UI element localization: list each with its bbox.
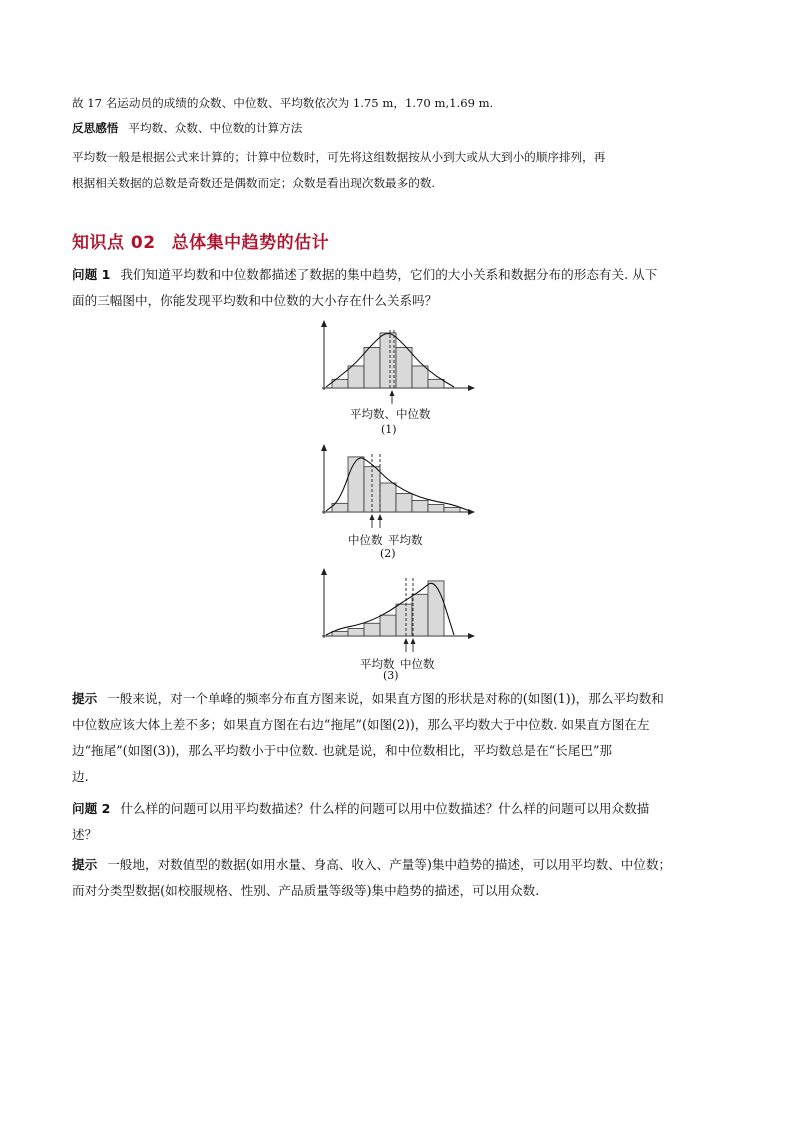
x-axis-arrow <box>468 509 475 515</box>
question-1-line-1: 问题 1 我们知道平均数和中位数都描述了数据的集中趋势，它们的大小关系和数据分布的形态有关. 从下 <box>72 267 658 282</box>
histogram-bar <box>380 483 396 512</box>
reflect-line <box>72 117 722 139</box>
figure-2-caption-median: 中位数 <box>348 533 383 547</box>
histogram-bar <box>412 500 428 512</box>
figure-2-number: (2) <box>380 547 396 560</box>
hint-1-line-3: 边“拖尾”(如图(3))，那么平均数小于中位数. 也就是说，和中位数相比，平均数总是在“长尾巴”那 <box>72 743 612 758</box>
hint-2-label: 提示 <box>72 857 98 872</box>
pointer-arrow <box>370 514 375 520</box>
histogram-bar <box>412 594 428 636</box>
hint-2-line-2: 而对分类型数据(如校服规格、性别、产品质量等级等)集中趋势的描述，可以用众数. <box>72 883 540 898</box>
reflect-body-1: 平均数一般是根据公式来计算的；计算中位数时，可先将这组数据按从小到大或从大到小的顺序排列，再 <box>72 150 606 164</box>
histogram-bar <box>364 623 380 636</box>
question-1-line-2: 面的三幅图中，你能发现平均数和中位数的大小存在什么关系吗？ <box>72 293 438 308</box>
result-line: 故 17 名运动员的成绩的众数、中位数、平均数依次为 1.75 m，1.70 m,1.69 m. <box>72 96 494 110</box>
reflect-text: 平均数、众数、中位数的计算方法 <box>128 121 303 135</box>
histogram-1 <box>310 322 480 394</box>
hint-1-line-4: 边. <box>72 769 89 784</box>
figure-1 <box>310 322 480 436</box>
section-label: 知识点 02 <box>72 233 156 253</box>
question-2-label: 问题 2 <box>72 801 111 816</box>
histogram-bar <box>412 366 428 388</box>
figure-3-caption-median: 中位数 <box>400 657 435 671</box>
pointer-arrow <box>404 638 409 644</box>
histogram-bar <box>396 347 412 388</box>
hint-1-line-2: 中位数应该大体上差不多；如果直方图在右边“拖尾”(如图(2))，那么平均数大于中位数. 如果直方图在左 <box>72 717 650 732</box>
figure-1-caption: 平均数、中位数 <box>350 407 431 421</box>
hint-1-label: 提示 <box>72 691 98 706</box>
histogram-bar <box>364 347 380 388</box>
hint-2-line-1: 提示 一般地，对数值型的数据(如用水量、身高、收入、产量等)集中趋势的描述，可以用平均数、中位数； <box>72 857 672 872</box>
histogram-bar <box>348 366 364 388</box>
y-axis-arrow <box>321 568 327 575</box>
figure-2 <box>310 446 480 560</box>
histogram-2 <box>310 446 480 518</box>
section-heading <box>72 228 345 253</box>
histogram-bar <box>348 628 364 636</box>
x-axis-arrow <box>468 633 475 639</box>
y-axis-arrow <box>321 444 327 451</box>
hint-1-line-1: 提示 一般来说，对一个单峰的频率分布直方图来说，如果直方图的形状是对称的(如图(1))，那么平均数和 <box>72 691 664 706</box>
pointer-arrow <box>378 514 383 520</box>
figure-2-caption-mean: 平均数 <box>388 533 423 547</box>
question-2-line-2: 述？ <box>72 827 98 842</box>
figure-3 <box>310 570 480 682</box>
x-axis-arrow <box>468 385 475 391</box>
section-title: 总体集中趋势的估计 <box>171 233 330 253</box>
histogram-bar <box>428 581 444 636</box>
question-2-line-1: 问题 2 什么样的问题可以用平均数描述？什么样的问题可以用中位数描述？什么样的问题可以用众数描 <box>72 801 650 816</box>
histogram-bar <box>396 493 412 512</box>
y-axis-arrow <box>321 320 327 327</box>
reflect-body-2: 根据相关数据的总数是奇数还是偶数而定；众数是看出现次数最多的数. <box>72 176 436 190</box>
reflect-label: 反思感悟 <box>72 121 119 135</box>
pointer-arrow <box>390 390 395 396</box>
histogram-bar <box>332 631 348 636</box>
figure-3-caption-mean: 平均数 <box>360 657 395 671</box>
histogram-bar <box>380 615 396 636</box>
histogram-bar <box>428 379 444 388</box>
question-1-label: 问题 1 <box>72 267 111 282</box>
pointer-arrow <box>411 638 416 644</box>
histogram-3 <box>310 570 480 642</box>
histogram-bar <box>444 507 460 512</box>
figure-1-number: (1) <box>381 423 397 436</box>
histogram-bar <box>396 604 412 636</box>
histogram-bar <box>428 504 444 512</box>
histogram-bar <box>348 457 364 512</box>
figure-3-number: (3) <box>383 669 399 682</box>
